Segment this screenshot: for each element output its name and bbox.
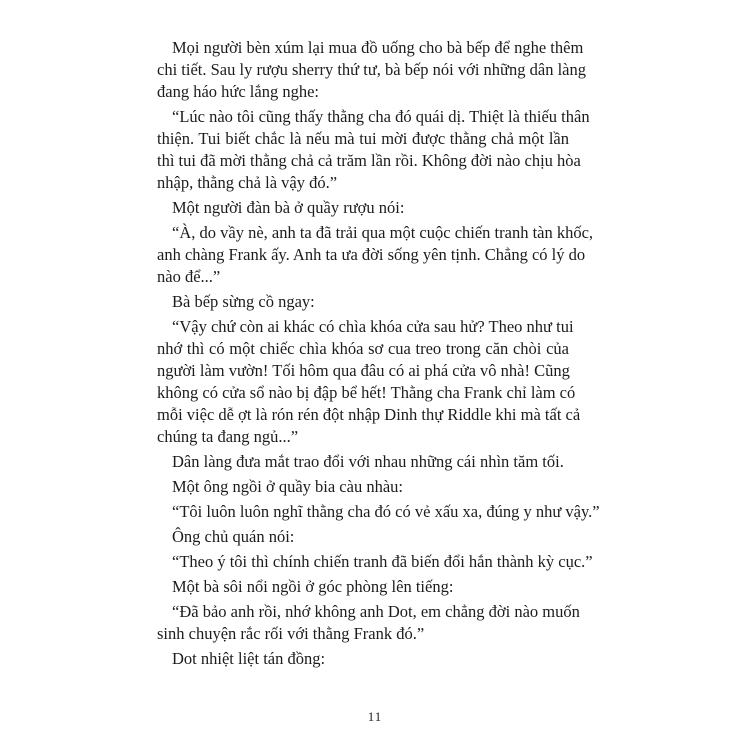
paragraph: [157, 197, 569, 219]
paragraph: [157, 501, 600, 523]
text-line: nào để...”: [157, 267, 221, 286]
text-line: Một người đàn bà ở quầy rượu nói:: [172, 198, 405, 217]
text-line: “Đã bảo anh rồi, nhớ không anh Dot, em chẳng đời nào muốn: [172, 602, 580, 621]
text-line: chúng ta đang ngủ...”: [157, 427, 299, 446]
text-line: Bà bếp sừng cồ ngay:: [172, 292, 315, 311]
paragraph: [157, 106, 590, 194]
paragraph: [157, 601, 580, 645]
text-line: “Theo ý tôi thì chính chiến tranh đã biến đổi hắn thành kỳ cục.”: [172, 552, 593, 571]
text-line: “Tôi luôn luôn nghĩ thằng cha đó có vẻ xấu xa, đúng y như vậy.”: [172, 502, 600, 521]
text-line: Dân làng đưa mắt trao đổi với nhau những cái nhìn tăm tối.: [172, 452, 564, 471]
paragraph: [157, 576, 569, 598]
text-line: sinh chuyện rắc rối với thằng Frank đó.”: [157, 624, 425, 643]
text-line: anh chàng Frank ấy. Anh ta ưa đời sống yên tịnh. Chẳng có lý do: [157, 245, 586, 264]
text-line: “À, do vầy nè, anh ta đã trải qua một cuộc chiến tranh tàn khốc,: [172, 223, 594, 242]
paragraph: [157, 37, 586, 103]
text-line: thiện. Tui biết chắc là nếu mà tui mời được thằng chả một lần: [157, 129, 569, 148]
paragraph: [157, 526, 569, 548]
paragraph: [157, 222, 594, 288]
book-page-body: [157, 37, 600, 673]
paragraph: [157, 316, 581, 448]
text-line: nhớ thì có một chiếc chìa khóa sơ cua treo trong căn chòi của: [157, 339, 569, 358]
paragraph: [157, 291, 569, 313]
text-line: thì tui đã mời thằng chả cả trăm lần rồi. Không đời nào chịu hòa: [157, 151, 581, 170]
text-line: “Vậy chứ còn ai khác có chìa khóa cửa sau hử? Theo như tui: [172, 317, 574, 336]
paragraph: [157, 648, 569, 670]
text-line: chi tiết. Sau ly rượu sherry thứ tư, bà bếp nói với những dân làng: [157, 60, 586, 79]
paragraph: [157, 476, 569, 498]
text-line: người làm vườn! Tối hôm qua đâu có ai phá cửa vô nhà! Cũng: [157, 361, 570, 380]
text-line: đang háo hức lắng nghe:: [157, 82, 319, 101]
text-line: Mọi người bèn xúm lại mua đồ uống cho bà bếp để nghe thêm: [172, 38, 584, 57]
page-number: 11: [367, 709, 383, 724]
text-line: Một bà sôi nổi ngồi ở góc phòng lên tiếng:: [172, 577, 454, 596]
text-line: Một ông ngồi ở quầy bia càu nhàu:: [172, 477, 403, 496]
text-line: “Lúc nào tôi cũng thấy thằng cha đó quái dị. Thiệt là thiếu thân: [172, 107, 590, 126]
text-line: không có cửa sổ nào bị đập bể hết! Thằng cha Frank chỉ làm có: [157, 383, 576, 402]
text-line: nhập, thằng chả là vậy đó.”: [157, 173, 338, 192]
text-line: Ông chủ quán nói:: [172, 527, 295, 546]
text-line: Dot nhiệt liệt tán đồng:: [172, 649, 326, 668]
paragraph: [157, 551, 593, 573]
text-line: mỗi việc dễ ợt là rón rén đột nhập Dinh thự Riddle khi mà tất cả: [157, 405, 581, 424]
paragraph: [157, 451, 569, 473]
